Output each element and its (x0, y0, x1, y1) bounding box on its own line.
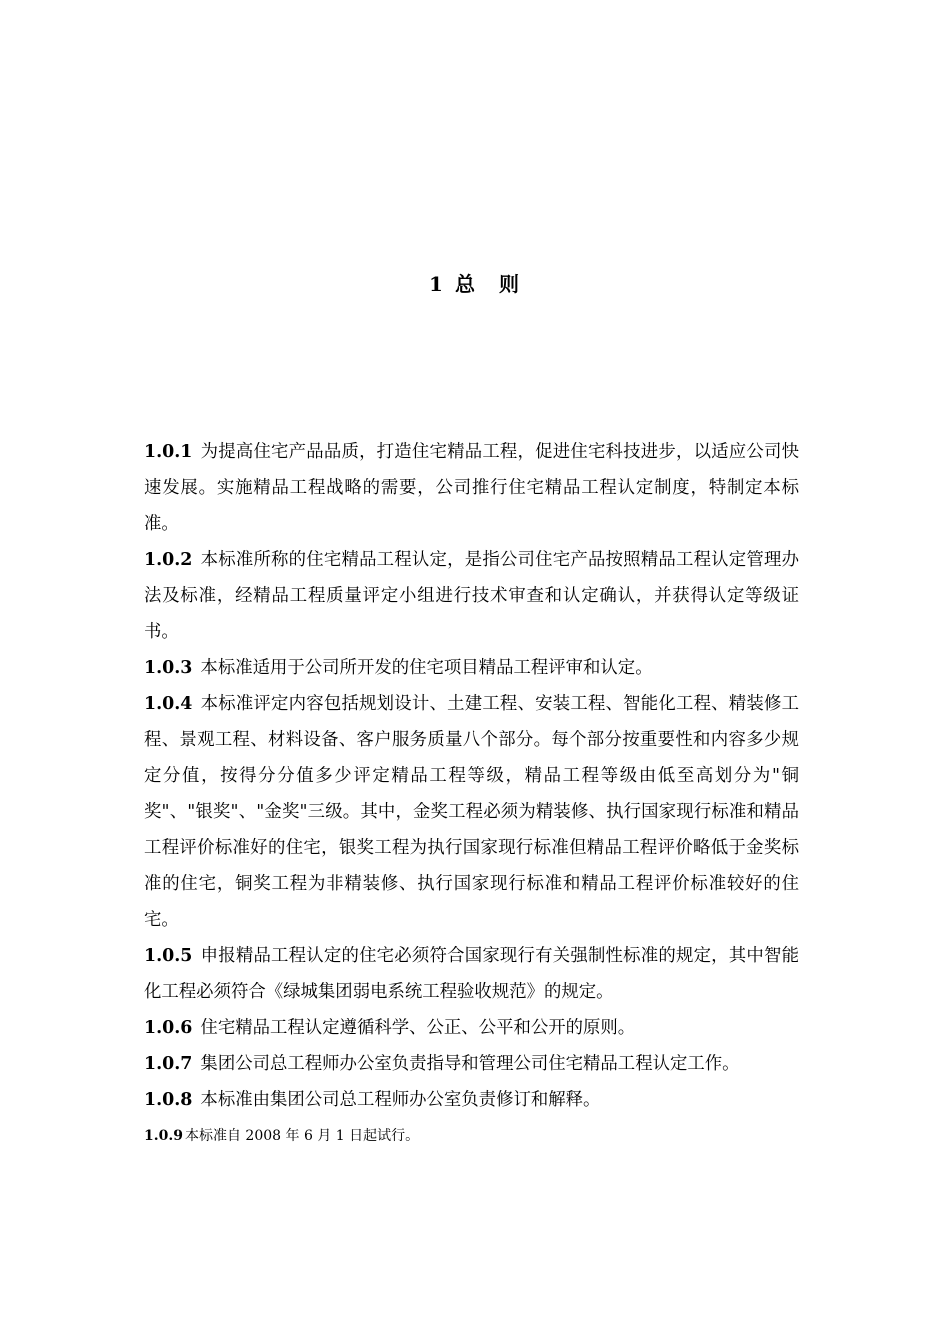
clause (144, 686, 799, 938)
clause-number: 1.0.4 (144, 694, 193, 714)
clause-text: 集团公司总工程师办公室负责指导和管理公司住宅精品工程认定工作。 (200, 1054, 740, 1074)
clause-number: 1.0.6 (144, 1018, 193, 1038)
clause-last (144, 1118, 799, 1154)
clause-number: 1.0.1 (144, 442, 193, 462)
clause-text: 为提高住宅产品品质，打造住宅精品工程，促进住宅科技进步，以适应公司快速发展。实施精品工程战略的需要，公司推行住宅精品工程认定制度，特制定本标准。 (144, 442, 799, 534)
clause (144, 1046, 799, 1082)
clause (144, 938, 799, 1010)
chapter-title-char-2: 则 (498, 272, 521, 296)
chapter-body (144, 434, 799, 1154)
clause-text: 本标准由集团公司总工程师办公室负责修订和解释。 (200, 1090, 601, 1110)
chapter-number: 1 (429, 272, 445, 296)
clause-text: 申报精品工程认定的住宅必须符合国家现行有关强制性标准的规定，其中智能化工程必须符合《绿城集团弱电系统工程验收规范》的规定。 (144, 946, 799, 1002)
clause-number: 1.0.5 (144, 946, 193, 966)
clause (144, 1082, 799, 1118)
clause-number: 1.0.9 (144, 1128, 183, 1144)
clause-text: 住宅精品工程认定遵循科学、公正、公平和公开的原则。 (200, 1018, 636, 1038)
clause (144, 1010, 799, 1046)
clause-text: 本标准所称的住宅精品工程认定，是指公司住宅产品按照精品工程认定管理办法及标准，经精品工程质量评定小组进行技术审查和认定确认，并获得认定等级证书。 (144, 550, 799, 642)
clause (144, 434, 799, 542)
chapter-title-char-1: 总 (454, 272, 477, 296)
clause-number: 1.0.7 (144, 1054, 193, 1074)
clause-text: 本标准自 2008 年 6 月 1 日起试行。 (184, 1128, 420, 1144)
clause-number: 1.0.3 (144, 658, 193, 678)
chapter-title (0, 268, 950, 297)
clause-number: 1.0.2 (144, 550, 193, 570)
clause-text: 本标准适用于公司所开发的住宅项目精品工程评审和认定。 (200, 658, 653, 678)
clause-number: 1.0.8 (144, 1090, 193, 1110)
clause (144, 650, 799, 686)
clause-text: 本标准评定内容包括规划设计、土建工程、安装工程、智能化工程、精装修工程、景观工程、材料设备、客户服务质量八个部分。每个部分按重要性和内容多少规定分值，按得分分值多少评定精品工程等级，精品工程等级由低至高划分为"铜奖"、"银奖"、"金奖"三级。其中，金奖工程必须为精装修、执行国家现行标准和精品工程评价标准好的住宅，银奖工程为执行国家现行标准但精品工程评价略低于金奖标准的住宅，铜奖工程为非精装修、执行国家现行标准和精品工程评价标准较好的住宅。 (144, 694, 799, 930)
clause (144, 542, 799, 650)
